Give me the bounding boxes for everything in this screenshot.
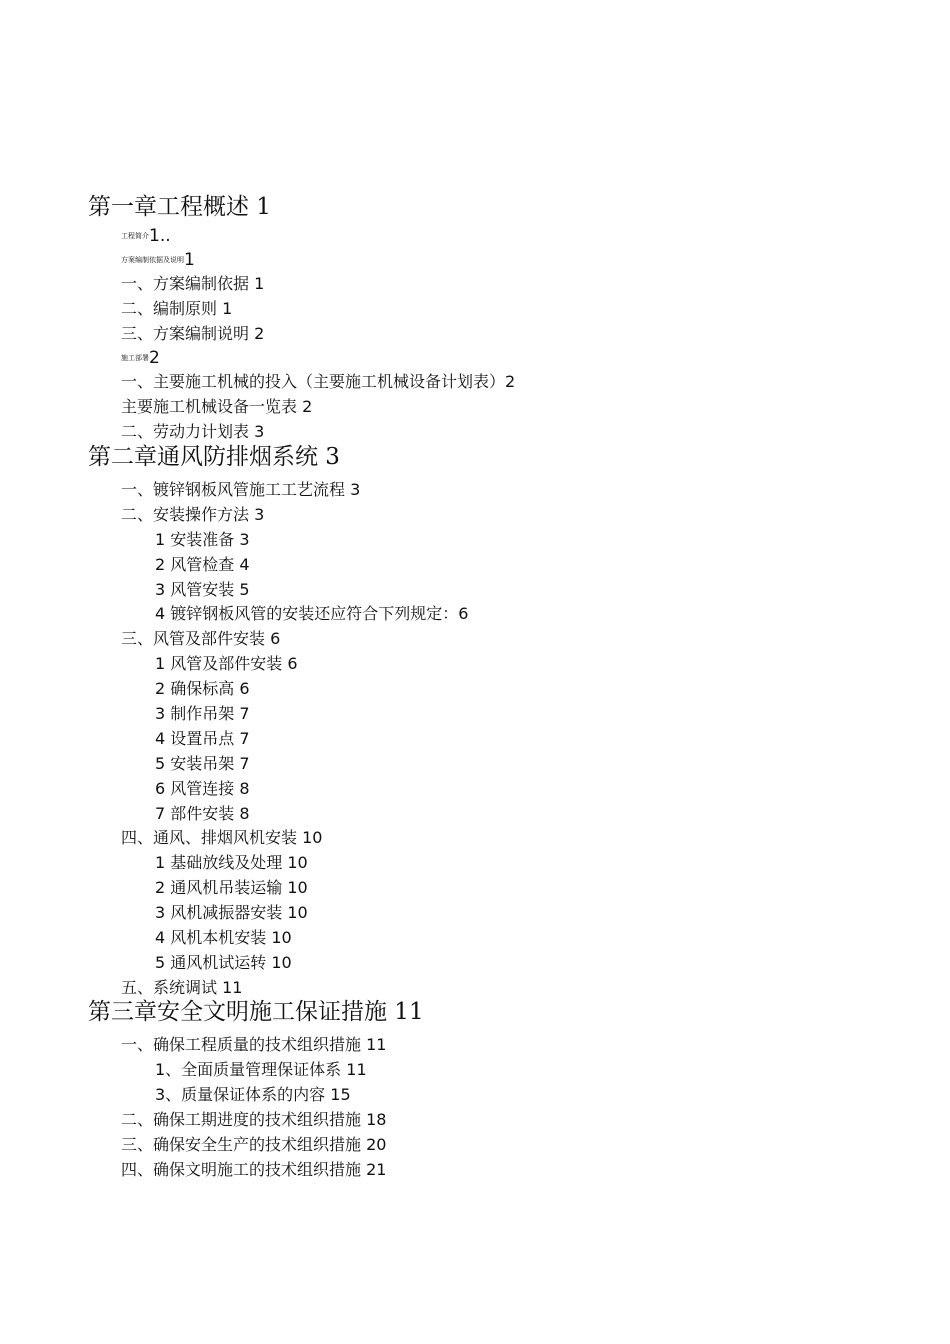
toc-entry-page: 1.. xyxy=(149,226,171,246)
toc-chapter-heading[interactable]: 第二章通风防排烟系统 3 xyxy=(88,444,340,470)
toc-entry[interactable]: 6 风管连接 8 xyxy=(155,779,250,798)
toc-entry[interactable]: 五、系统调试 11 xyxy=(121,978,243,997)
toc-entry[interactable]: 4 风机本机安装 10 xyxy=(155,928,292,947)
toc-entry-label: 工程简介 xyxy=(121,232,149,240)
toc-entry[interactable]: 二、安装操作方法 3 xyxy=(121,505,265,524)
toc-entry[interactable]: 2 通风机吊装运输 10 xyxy=(155,878,308,897)
toc-entry[interactable]: 4 设置吊点 7 xyxy=(155,729,250,748)
toc-entry[interactable]: 一、确保工程质量的技术组织措施 11 xyxy=(121,1035,387,1054)
toc-entry-section[interactable] xyxy=(121,228,171,245)
toc-entry[interactable]: 3 制作吊架 7 xyxy=(155,704,250,723)
toc-entry[interactable]: 主要施工机械设备一览表 2 xyxy=(121,397,313,416)
toc-entry-page: 2 xyxy=(149,348,160,368)
toc-entry[interactable]: 二、编制原则 1 xyxy=(121,299,233,318)
toc-entry[interactable]: 一、主要施工机械的投入（主要施工机械设备计划表）2 xyxy=(121,372,516,391)
toc-entry-section[interactable] xyxy=(121,252,195,269)
toc-entry[interactable]: 三、确保安全生产的技术组织措施 20 xyxy=(121,1135,387,1154)
toc-entry[interactable]: 三、风管及部件安装 6 xyxy=(121,629,281,648)
toc-entry[interactable]: 7 部件安装 8 xyxy=(155,804,250,823)
toc-entry[interactable]: 一、方案编制依据 1 xyxy=(121,274,265,293)
toc-entry[interactable]: 2 风管检查 4 xyxy=(155,555,250,574)
toc-entry[interactable]: 二、确保工期进度的技术组织措施 18 xyxy=(121,1110,387,1129)
toc-entry[interactable]: 四、确保文明施工的技术组织措施 21 xyxy=(121,1160,387,1179)
toc-chapter-heading[interactable]: 第一章工程概述 1 xyxy=(88,194,271,220)
toc-entry[interactable]: 4 镀锌钢板风管的安装还应符合下列规定：6 xyxy=(155,604,469,623)
toc-entry-label: 施工部署 xyxy=(121,354,149,362)
toc-entry[interactable]: 三、方案编制说明 2 xyxy=(121,324,265,343)
toc-entry[interactable]: 3 风机减振器安装 10 xyxy=(155,903,308,922)
toc-entry[interactable]: 1 安装准备 3 xyxy=(155,530,250,549)
toc-entry-section[interactable] xyxy=(121,350,160,367)
toc-chapter-heading[interactable]: 第三章安全文明施工保证措施 11 xyxy=(88,999,424,1025)
toc-entry[interactable]: 5 通风机试运转 10 xyxy=(155,953,292,972)
toc-entry[interactable]: 2 确保标高 6 xyxy=(155,679,250,698)
toc-entry[interactable]: 1 基础放线及处理 10 xyxy=(155,853,308,872)
toc-entry[interactable]: 一、镀锌钢板风管施工工艺流程 3 xyxy=(121,480,361,499)
toc-entry[interactable]: 5 安装吊架 7 xyxy=(155,754,250,773)
toc-entry[interactable]: 四、通风、排烟风机安装 10 xyxy=(121,828,323,847)
toc-entry[interactable]: 3、质量保证体系的内容 15 xyxy=(155,1085,351,1104)
toc-entry[interactable]: 二、劳动力计划表 3 xyxy=(121,422,265,441)
toc-entry[interactable]: 1 风管及部件安装 6 xyxy=(155,654,298,673)
toc-entry[interactable]: 1、全面质量管理保证体系 11 xyxy=(155,1060,367,1079)
toc-entry[interactable]: 3 风管安装 5 xyxy=(155,580,250,599)
toc-entry-label: 方案编制依据及说明 xyxy=(121,256,184,264)
toc-entry-page: 1 xyxy=(184,250,195,270)
